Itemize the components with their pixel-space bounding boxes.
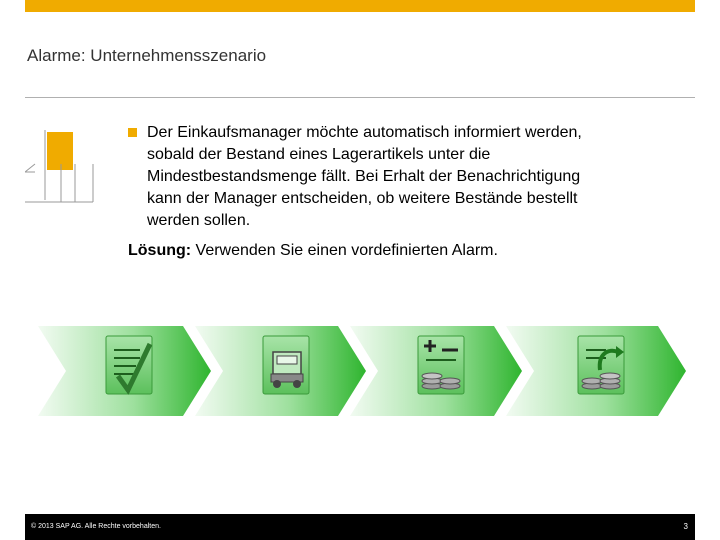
process-step-1 xyxy=(38,326,211,416)
copyright-text: © 2013 SAP AG. Alle Rechte vorbehalten. xyxy=(31,523,161,530)
bullet-marker xyxy=(128,128,137,137)
footer-bar xyxy=(25,514,695,540)
process-step-3 xyxy=(350,326,522,416)
document-coins-return-icon xyxy=(578,336,624,394)
solution-label: Lösung: xyxy=(128,242,192,259)
document-plus-minus-coins-icon xyxy=(418,336,464,394)
document-truck-icon xyxy=(263,336,309,394)
decorative-blocks-icon xyxy=(25,130,97,204)
solution-line xyxy=(128,242,498,260)
process-step-2 xyxy=(195,326,366,416)
bullet-text: Der Einkaufsmanager möchte automatisch informiert werden, sobald der Bestand eines Lagerartikels unter die Mindestbestandsmenge fällt. Bei Erhalt der Benachrichtigung kann der Manager entscheiden, ob weitere Bestände bestellt werden sollen. xyxy=(147,124,582,229)
page-number: 3 xyxy=(683,522,688,531)
process-step-4 xyxy=(506,326,686,416)
solution-text: Verwenden Sie einen vordefinierten Alarm. xyxy=(191,242,498,259)
process-flow xyxy=(38,326,686,416)
title-divider xyxy=(25,97,695,98)
top-accent-bar xyxy=(25,0,695,12)
document-checkmark-icon xyxy=(106,336,152,394)
slide-title: Alarme: Unternehmensszenario xyxy=(27,46,267,65)
